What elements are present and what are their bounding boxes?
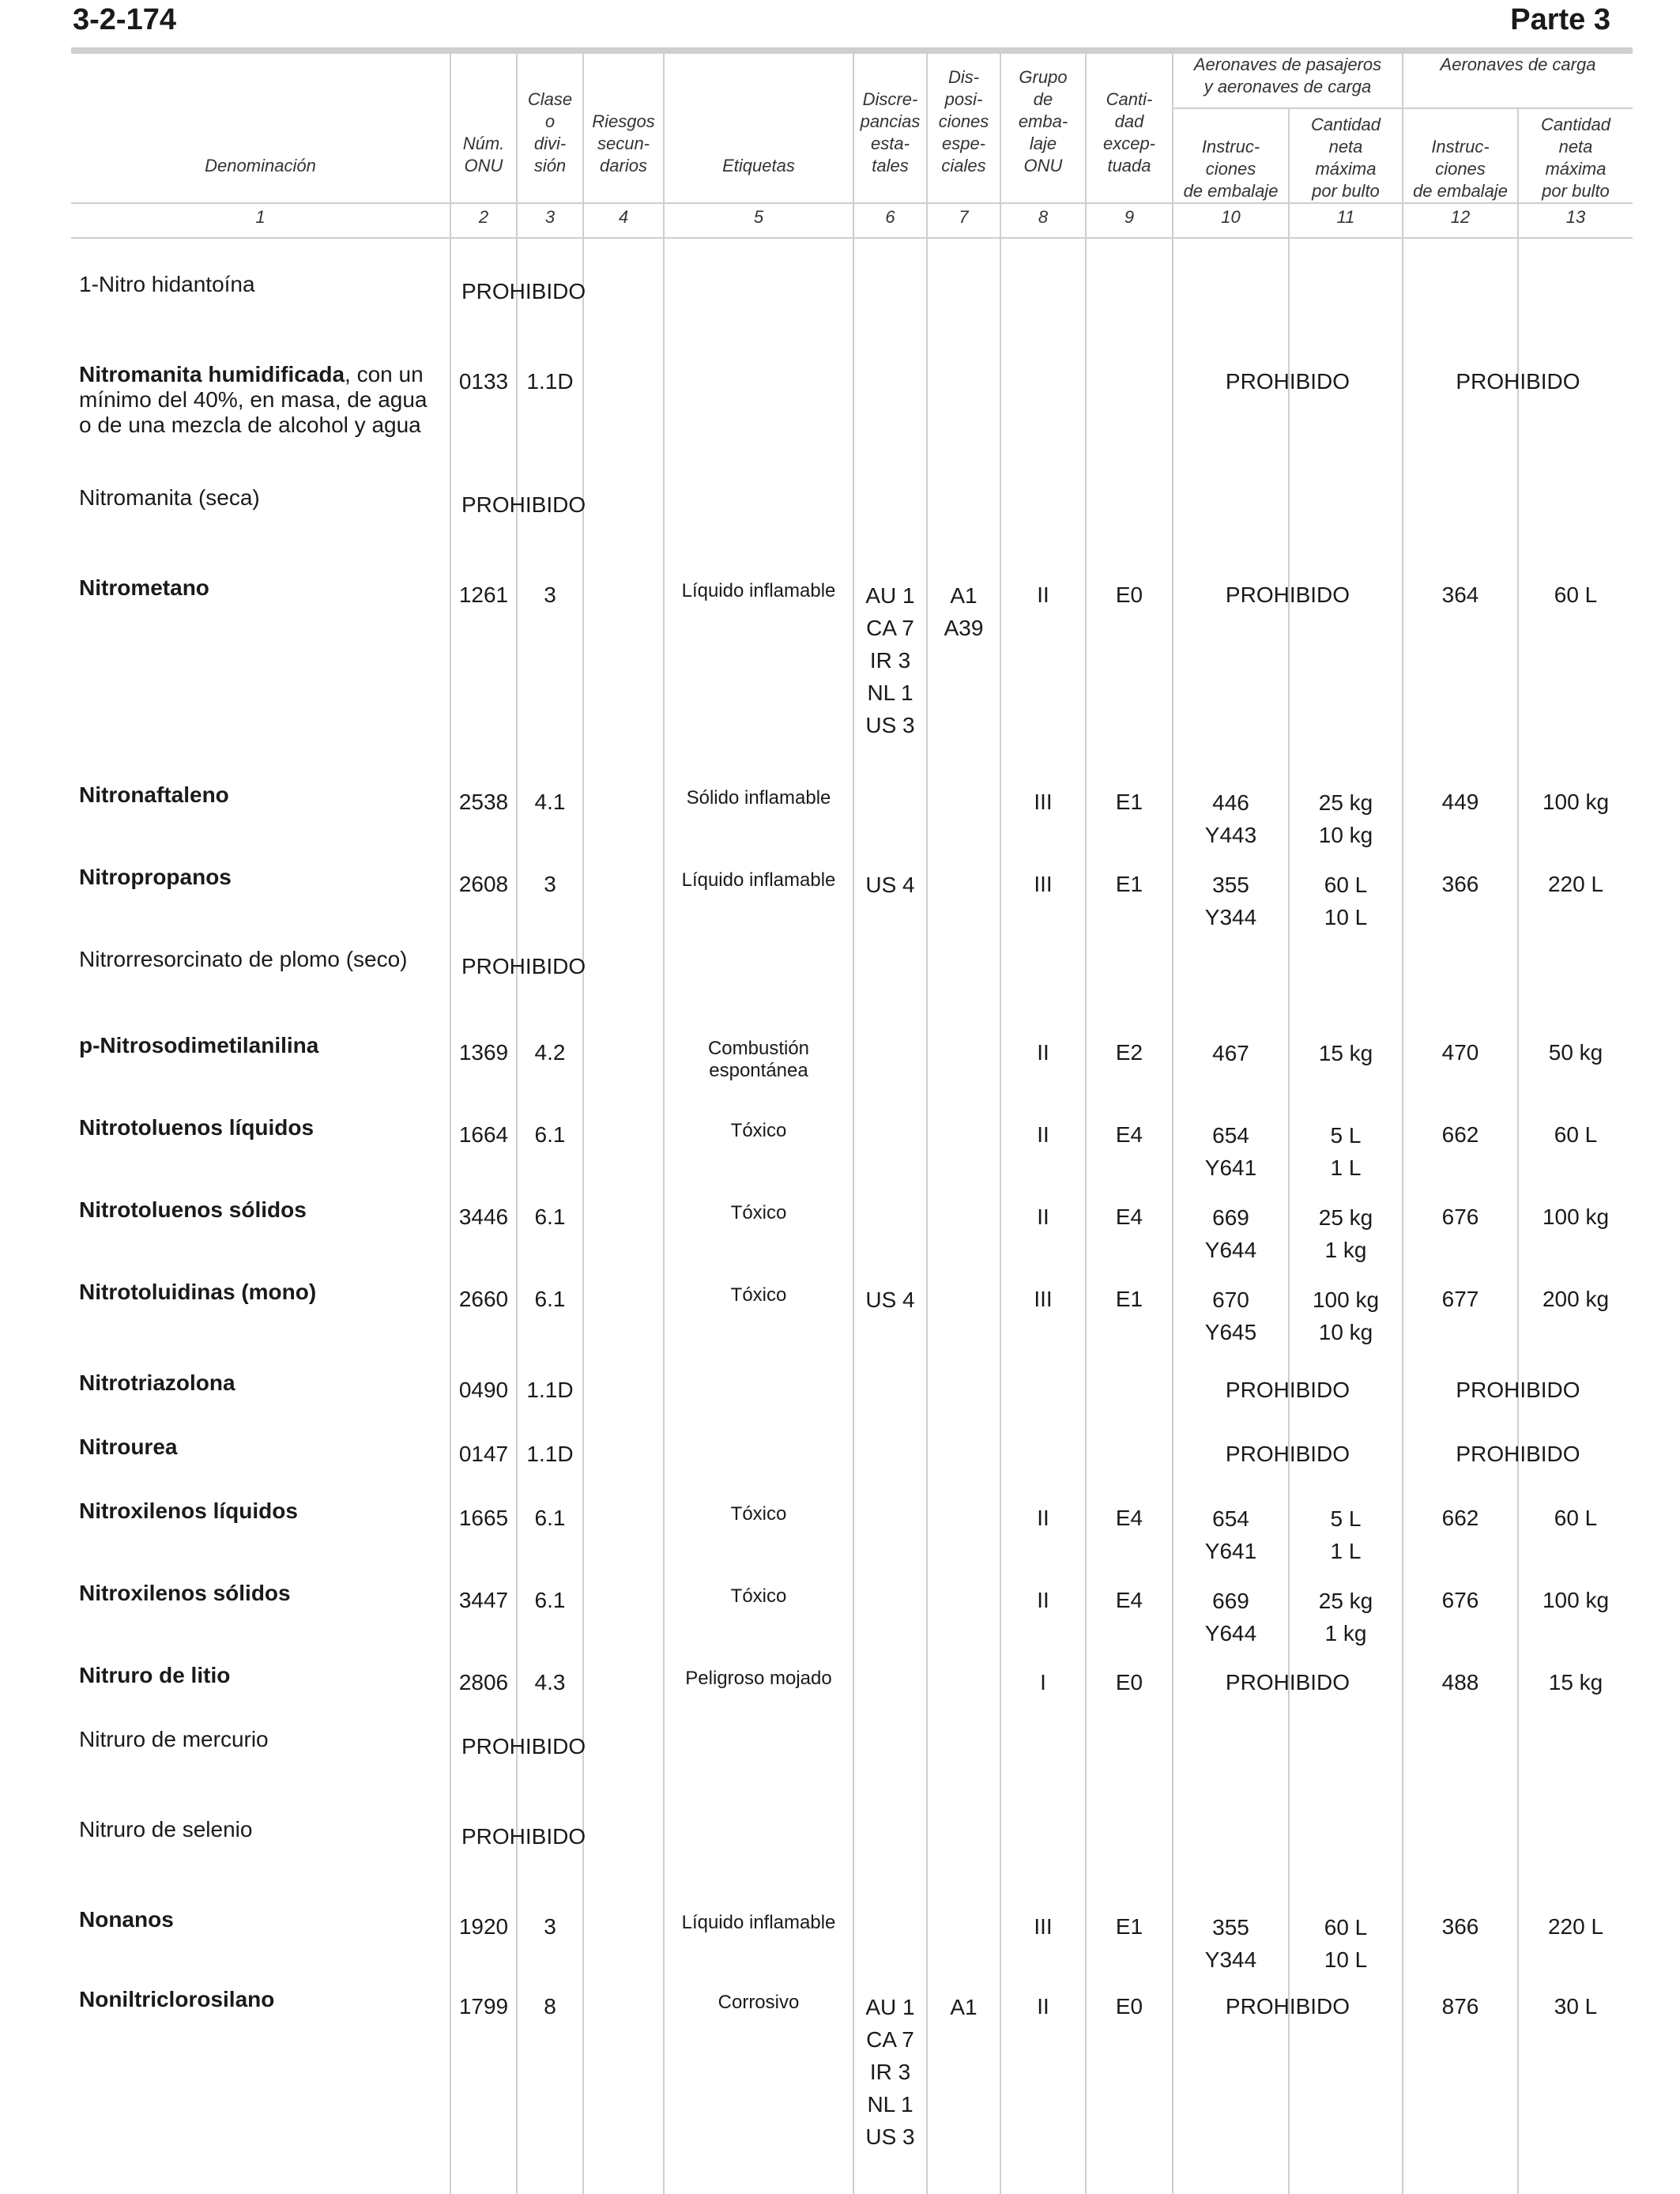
- cargo-max-quantity: 60 L: [1554, 582, 1598, 607]
- substance-name: [79, 1434, 443, 1460]
- special-provisions: [928, 1991, 1000, 2023]
- hazard-class: 6.1: [534, 1588, 566, 1612]
- special-provisions: [928, 579, 1000, 644]
- packing-group: II: [1037, 1122, 1049, 1147]
- substance-name: Nitruro de selenio: [79, 1817, 253, 1842]
- un-number: 3447: [458, 1588, 509, 1612]
- passenger-max-quantity-line: 1 L: [1330, 1539, 1362, 1563]
- cargo-max-quantity: 200 kg: [1542, 1287, 1610, 1311]
- substance-name: 1-Nitro hidantoína: [79, 272, 255, 296]
- column-number: 13: [1565, 207, 1586, 227]
- passenger-max-quantity: [1290, 1201, 1402, 1266]
- cargo-max-quantity: 100 kg: [1542, 1588, 1610, 1612]
- un-number: 2660: [458, 1287, 509, 1311]
- passenger-packing-instruction: [1173, 869, 1288, 933]
- un-number: 1665: [458, 1506, 509, 1530]
- packing-group: II: [1037, 1040, 1049, 1065]
- substance-name: [79, 1370, 443, 1396]
- passenger-max-quantity-line: 10 L: [1324, 905, 1368, 929]
- hazard-class: 8: [544, 1994, 556, 2019]
- cargo-packing-instruction: 677: [1441, 1287, 1479, 1311]
- packing-group: II: [1037, 1588, 1049, 1612]
- passenger-max-quantity-line: 25 kg: [1318, 1205, 1373, 1230]
- substance-name: [79, 1498, 443, 1524]
- passenger-packing-instruction-line: 355: [1212, 873, 1249, 897]
- state-variations: [854, 869, 926, 901]
- substance-name-bold: Nitrotoluenos sólidos: [79, 1197, 307, 1222]
- passenger-max-quantity-line: 1 kg: [1324, 1621, 1367, 1646]
- page-number: 3-2-174: [73, 3, 176, 36]
- passenger-prohibited: PROHIBIDO: [1225, 582, 1350, 607]
- hazard-label: Tóxico: [730, 1585, 787, 1607]
- excepted-quantity: E4: [1115, 1204, 1143, 1229]
- substance-name: [79, 575, 443, 601]
- substance-name-bold: Nitrotoluidinas (mono): [79, 1280, 317, 1304]
- header-subsidiary-risk: Riesgos secun- darios: [592, 111, 655, 175]
- excepted-quantity: E0: [1115, 1670, 1143, 1695]
- column-number: 4: [618, 207, 629, 227]
- cargo-max-quantity: 60 L: [1554, 1506, 1598, 1530]
- cargo-packing-instruction: 876: [1441, 1994, 1479, 2019]
- header-labels: Etiquetas: [722, 156, 795, 175]
- un-number: 1920: [458, 1914, 509, 1939]
- hazard-class: 3: [544, 1914, 556, 1939]
- passenger-packing-instruction-line: Y641: [1204, 1539, 1257, 1563]
- passenger-packing-instruction-line: Y644: [1204, 1621, 1257, 1646]
- cargo-packing-instruction: 676: [1441, 1588, 1479, 1612]
- cargo-packing-instruction: 676: [1441, 1204, 1479, 1229]
- un-number: 1261: [458, 582, 509, 607]
- passenger-max-quantity: [1290, 786, 1402, 851]
- header-pax-instructions: Instruc- ciones de embalaje: [1183, 137, 1279, 201]
- passenger-packing-instruction-line: 654: [1212, 1123, 1249, 1148]
- hazard-label: Sólido inflamable: [686, 787, 831, 809]
- passenger-prohibited: PROHIBIDO: [1225, 369, 1350, 394]
- passenger-packing-instruction-line: Y644: [1204, 1238, 1257, 1262]
- packing-group: II: [1037, 582, 1049, 607]
- prohibited-status: PROHIBIDO: [461, 1824, 586, 1849]
- un-number: 1369: [458, 1040, 509, 1065]
- passenger-max-quantity: [1290, 1284, 1402, 1348]
- substance-name-bold: Nitroxilenos líquidos: [79, 1498, 298, 1523]
- substance-name-bold: Nitrometano: [79, 575, 209, 600]
- passenger-max-quantity-line: 100 kg: [1312, 1287, 1380, 1312]
- state-variations-line: US 3: [865, 713, 915, 737]
- un-number: 2608: [458, 872, 509, 896]
- passenger-prohibited: PROHIBIDO: [1225, 1378, 1350, 1402]
- passenger-packing-instruction: [1173, 1502, 1288, 1567]
- substance-name-bold: p-Nitrosodimetilanilina: [79, 1033, 319, 1057]
- excepted-quantity: E1: [1115, 1914, 1143, 1939]
- substance-name-bold: Nitroxilenos sólidos: [79, 1581, 291, 1605]
- passenger-max-quantity-line: 60 L: [1324, 873, 1368, 897]
- hazard-label: Tóxico: [730, 1202, 787, 1223]
- header-group-cargo: Aeronaves de carga: [1440, 55, 1596, 74]
- passenger-packing-instruction: [1173, 1119, 1288, 1184]
- header-pax-quantity: Cantidad neta máxima por bulto: [1310, 115, 1381, 201]
- column-number: 6: [885, 207, 895, 227]
- passenger-max-quantity-line: 25 kg: [1318, 1589, 1373, 1613]
- substance-name: Nitromanita (seca): [79, 485, 260, 510]
- passenger-max-quantity: [1290, 1911, 1402, 1976]
- special-provisions-line: A1: [950, 1995, 977, 2019]
- substance-name-bold: Nitronaftaleno: [79, 782, 229, 807]
- substance-name-bold: Nitruro de litio: [79, 1663, 231, 1687]
- passenger-packing-instruction-line: Y443: [1204, 823, 1257, 847]
- substance-name-bold: Nitrotoluenos líquidos: [79, 1115, 315, 1140]
- passenger-max-quantity-line: 60 L: [1324, 1915, 1368, 1940]
- state-variations-line: US 4: [865, 1287, 915, 1312]
- header-cargo-instructions: Instruc- ciones de embalaje: [1413, 137, 1508, 201]
- passenger-max-quantity-line: 10 L: [1324, 1947, 1368, 1972]
- state-variations-line: NL 1: [867, 680, 913, 705]
- packing-group: I: [1040, 1670, 1046, 1695]
- cargo-packing-instruction: 366: [1441, 1914, 1479, 1939]
- passenger-packing-instruction-line: Y645: [1204, 1320, 1257, 1344]
- cargo-max-quantity: 100 kg: [1542, 790, 1610, 814]
- substance-name: [79, 1115, 443, 1140]
- excepted-quantity: E0: [1115, 582, 1143, 607]
- passenger-packing-instruction-line: 669: [1212, 1589, 1249, 1613]
- header-class: Clase o divi- sión: [527, 89, 573, 175]
- cargo-packing-instruction: 488: [1441, 1670, 1479, 1695]
- substance-name-bold: Nitrourea: [79, 1434, 178, 1459]
- state-variations-line: IR 3: [869, 2060, 911, 2084]
- passenger-prohibited: PROHIBIDO: [1225, 1670, 1350, 1695]
- hazard-class: 4.2: [534, 1040, 566, 1065]
- passenger-packing-instruction: [1173, 1911, 1288, 1976]
- substance-name: [79, 1663, 443, 1688]
- passenger-packing-instruction-line: 467: [1212, 1041, 1249, 1065]
- prohibited-status: PROHIBIDO: [461, 1734, 586, 1759]
- hazard-class: 6.1: [534, 1204, 566, 1229]
- un-number: 1799: [458, 1994, 509, 2019]
- excepted-quantity: E0: [1115, 1994, 1143, 2019]
- header-state-variations: Discre- pancias esta- tales: [860, 89, 921, 175]
- column-number: 1: [255, 207, 266, 227]
- header-cargo-quantity: Cantidad neta máxima por bulto: [1540, 115, 1611, 201]
- hazard-class: 1.1D: [526, 1442, 574, 1466]
- substance-name-bold: Nitropropanos: [79, 865, 232, 889]
- passenger-max-quantity-line: 1 L: [1330, 1155, 1362, 1180]
- cargo-packing-instruction: 662: [1441, 1506, 1479, 1530]
- hazard-class: 6.1: [534, 1287, 566, 1311]
- packing-group: II: [1037, 1506, 1049, 1530]
- substance-name: [79, 1033, 443, 1058]
- state-variations-line: AU 1: [865, 583, 915, 608]
- substance-name: [79, 865, 443, 890]
- packing-group: II: [1037, 1994, 1049, 2019]
- hazard-label: Peligroso mojado: [685, 1668, 832, 1689]
- passenger-packing-instruction: [1173, 1201, 1288, 1266]
- excepted-quantity: E4: [1115, 1588, 1143, 1612]
- hazard-class: 4.3: [534, 1670, 566, 1695]
- passenger-prohibited: PROHIBIDO: [1225, 1442, 1350, 1466]
- passenger-prohibited: PROHIBIDO: [1225, 1994, 1350, 2019]
- state-variations-line: AU 1: [865, 1995, 915, 2019]
- header-special-provisions: Dis- posi- ciones espe- ciales: [938, 67, 989, 175]
- un-number: 0490: [458, 1378, 509, 1402]
- passenger-max-quantity: [1290, 1585, 1402, 1649]
- substance-name: Nitrorresorcinato de plomo (seco): [79, 947, 408, 971]
- hazard-label: Líquido inflamable: [681, 869, 836, 891]
- excepted-quantity: E1: [1115, 790, 1143, 814]
- substance-name-bold: Noniltriclorosilano: [79, 1987, 275, 2011]
- cargo-max-quantity: 30 L: [1554, 1994, 1598, 2019]
- state-variations-line: US 3: [865, 2124, 915, 2149]
- state-variations-line: CA 7: [866, 616, 914, 640]
- packing-group: III: [1034, 790, 1053, 814]
- hazard-label: Tóxico: [730, 1284, 787, 1306]
- passenger-packing-instruction-line: 654: [1212, 1506, 1249, 1531]
- un-number: 1664: [458, 1122, 509, 1147]
- cargo-max-quantity: 220 L: [1547, 872, 1604, 896]
- hazard-label: Tóxico: [730, 1120, 787, 1141]
- cargo-packing-instruction: 470: [1441, 1040, 1479, 1065]
- passenger-max-quantity-line: 25 kg: [1318, 790, 1373, 815]
- passenger-max-quantity-line: 10 kg: [1318, 1320, 1373, 1344]
- cargo-max-quantity: 50 kg: [1548, 1040, 1603, 1065]
- packing-group: III: [1034, 1914, 1053, 1939]
- cargo-prohibited: PROHIBIDO: [1456, 369, 1580, 394]
- passenger-max-quantity-line: 5 L: [1330, 1123, 1362, 1148]
- header-excepted-quantity: Canti- dad excep- tuada: [1102, 89, 1156, 175]
- passenger-max-quantity: [1290, 1502, 1402, 1567]
- passenger-max-quantity-line: 1 kg: [1324, 1238, 1367, 1262]
- column-number: 12: [1450, 207, 1471, 227]
- cargo-max-quantity: 60 L: [1554, 1122, 1598, 1147]
- prohibited-status: PROHIBIDO: [461, 279, 586, 303]
- special-provisions-line: A1: [950, 583, 977, 608]
- excepted-quantity: E4: [1115, 1122, 1143, 1147]
- excepted-quantity: E1: [1115, 872, 1143, 896]
- hazard-class: 3: [544, 872, 556, 896]
- column-number: 10: [1221, 207, 1241, 227]
- passenger-packing-instruction-line: 446: [1212, 790, 1249, 815]
- substance-name-rest: , con un mínimo del 40%, en masa, de agua o de una mezcla de alcohol y agua: [79, 362, 428, 437]
- packing-group: III: [1034, 1287, 1053, 1311]
- passenger-packing-instruction: [1173, 1284, 1288, 1348]
- hazard-class: 6.1: [534, 1506, 566, 1530]
- un-number: 0147: [458, 1442, 509, 1466]
- header-un-number: Núm. ONU: [462, 134, 505, 175]
- substance-name-bold: Nitrotriazolona: [79, 1370, 235, 1395]
- passenger-packing-instruction-line: Y344: [1204, 1947, 1257, 1972]
- substance-name: [79, 1280, 443, 1305]
- passenger-packing-instruction-line: 355: [1212, 1915, 1249, 1940]
- hazard-class: 1.1D: [526, 369, 574, 394]
- hazard-class: 3: [544, 582, 556, 607]
- passenger-max-quantity: [1290, 1037, 1402, 1069]
- passenger-packing-instruction-line: 670: [1212, 1287, 1249, 1312]
- hazard-label: Corrosivo: [718, 1992, 800, 2013]
- passenger-packing-instruction: [1173, 1037, 1288, 1069]
- substance-name-bold: Nitromanita humidificada: [79, 362, 345, 386]
- hazard-label: Líquido inflamable: [681, 1912, 836, 1933]
- cargo-packing-instruction: 662: [1441, 1122, 1479, 1147]
- state-variations-line: NL 1: [867, 2092, 913, 2117]
- passenger-max-quantity-line: 10 kg: [1318, 823, 1373, 847]
- excepted-quantity: E1: [1115, 1287, 1143, 1311]
- cargo-prohibited: PROHIBIDO: [1456, 1378, 1580, 1402]
- state-variations-line: IR 3: [869, 648, 911, 673]
- state-variations-line: CA 7: [866, 2027, 914, 2052]
- excepted-quantity: E4: [1115, 1506, 1143, 1530]
- column-number: 7: [959, 207, 969, 227]
- cargo-packing-instruction: 364: [1441, 582, 1479, 607]
- passenger-packing-instruction-line: Y344: [1204, 905, 1257, 929]
- substance-name: [79, 1907, 443, 1932]
- page-part: Parte 3: [1510, 3, 1610, 36]
- passenger-packing-instruction-line: 669: [1212, 1205, 1249, 1230]
- passenger-packing-instruction: [1173, 786, 1288, 851]
- column-number: 11: [1336, 207, 1355, 227]
- substance-name: [79, 362, 443, 438]
- hazard-class: 4.1: [534, 790, 566, 814]
- column-number: 8: [1038, 207, 1049, 227]
- column-number: 3: [544, 207, 556, 227]
- state-variations: [854, 579, 926, 741]
- state-variations: [854, 1284, 926, 1316]
- hazard-label: Líquido inflamable: [681, 580, 836, 601]
- substance-name: Nitruro de mercurio: [79, 1727, 269, 1751]
- passenger-max-quantity-line: 5 L: [1330, 1506, 1362, 1531]
- header-packing-group: Grupo de emba- laje ONU: [1018, 67, 1068, 175]
- cargo-max-quantity: 220 L: [1547, 1914, 1604, 1939]
- special-provisions-line: A39: [944, 616, 984, 640]
- prohibited-status: PROHIBIDO: [461, 954, 586, 978]
- un-number: 0133: [458, 369, 509, 394]
- cargo-packing-instruction: 449: [1441, 790, 1479, 814]
- hazard-class: 1.1D: [526, 1378, 574, 1402]
- substance-name: [79, 1581, 443, 1606]
- excepted-quantity: E2: [1115, 1040, 1143, 1065]
- column-number: 5: [753, 207, 764, 227]
- packing-group: II: [1037, 1204, 1049, 1229]
- state-variations: [854, 1991, 926, 2153]
- hazard-label: Tóxico: [730, 1503, 787, 1525]
- packing-group: III: [1034, 872, 1053, 896]
- column-number: 2: [478, 207, 489, 227]
- passenger-max-quantity: [1290, 869, 1402, 933]
- substance-name-bold: Nonanos: [79, 1907, 174, 1932]
- cargo-packing-instruction: 366: [1441, 872, 1479, 896]
- hazard-class: 6.1: [534, 1122, 566, 1147]
- passenger-max-quantity: [1290, 1119, 1402, 1184]
- prohibited-status: PROHIBIDO: [461, 492, 586, 517]
- un-number: 2806: [458, 1670, 509, 1695]
- substance-name: [79, 1987, 443, 2012]
- cargo-max-quantity: 15 kg: [1548, 1670, 1603, 1695]
- column-number: 9: [1124, 207, 1135, 227]
- un-number: 2538: [458, 790, 509, 814]
- passenger-max-quantity-line: 15 kg: [1318, 1041, 1373, 1065]
- un-number: 3446: [458, 1204, 509, 1229]
- state-variations-line: US 4: [865, 873, 915, 897]
- header-group-passenger: Aeronaves de pasajeros y aeronaves de carga: [1193, 55, 1382, 96]
- substance-name: [79, 782, 443, 808]
- hazard-label: Combustión espontánea: [707, 1038, 810, 1081]
- passenger-packing-instruction-line: Y641: [1204, 1155, 1257, 1180]
- passenger-packing-instruction: [1173, 1585, 1288, 1649]
- cargo-prohibited: PROHIBIDO: [1456, 1442, 1580, 1466]
- cargo-max-quantity: 100 kg: [1542, 1204, 1610, 1229]
- substance-name: [79, 1197, 443, 1223]
- header-denominacion: Denominación: [205, 156, 316, 175]
